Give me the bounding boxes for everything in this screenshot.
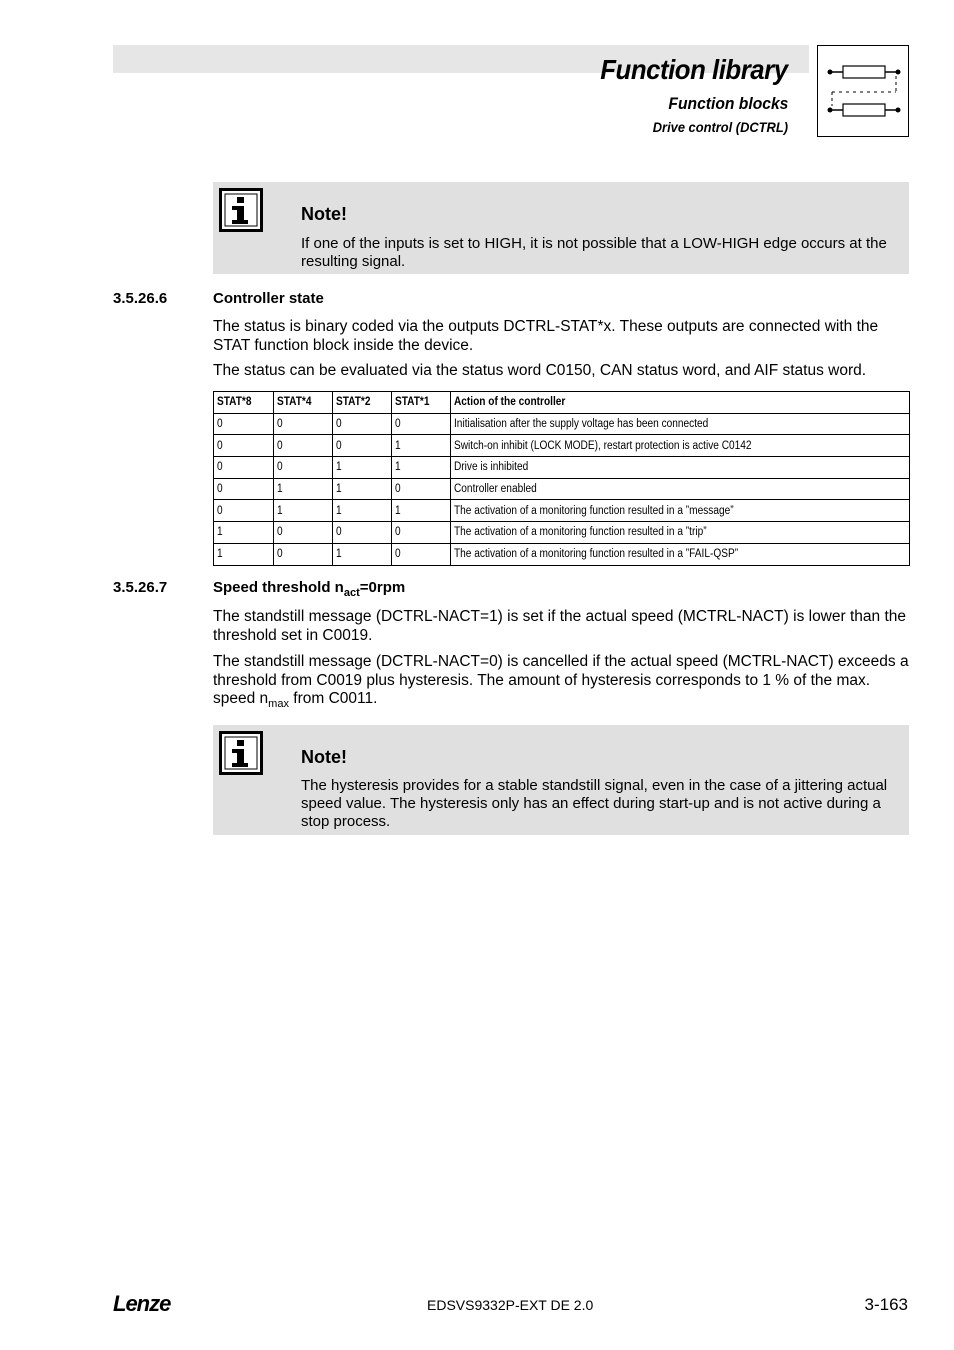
table-row bbox=[214, 478, 910, 500]
table-cell: 0 bbox=[392, 522, 451, 544]
section-number: 3.5.26.6 bbox=[113, 290, 168, 307]
table-cell: The activation of a monitoring function resulted in a ”FAIL-QSP” bbox=[451, 543, 910, 565]
paragraph: The status is binary coded via the outputs DCTRL-STAT*x. These outputs are connected with the STAT function block inside the device. bbox=[213, 318, 879, 354]
table-cell: 0 bbox=[214, 435, 274, 457]
table-row bbox=[214, 457, 910, 479]
table-cell: The activation of a monitoring function resulted in a ”message” bbox=[451, 500, 910, 522]
lenze-logo: Lenze bbox=[113, 1291, 171, 1316]
table-cell: 0 bbox=[392, 413, 451, 435]
note-title: Note! bbox=[301, 747, 347, 767]
document-id: EDSVS9332P-EXT DE 2.0 bbox=[427, 1297, 594, 1313]
table-cell: 1 bbox=[274, 478, 333, 500]
paragraph: The status can be evaluated via the status word C0150, CAN status word, and AIF status word. bbox=[213, 362, 867, 379]
section-number: 3.5.26.7 bbox=[113, 579, 168, 596]
table-header-cell: STAT*1 bbox=[392, 392, 451, 414]
note-text: The hysteresis provides for a stable standstill signal, even in the case of a jittering actual speed value. The hysteresis only has an effect during start-up and is not active during a stop process. bbox=[301, 777, 888, 830]
table-cell: 0 bbox=[214, 413, 274, 435]
table-row bbox=[214, 522, 910, 544]
table-cell: 1 bbox=[274, 500, 333, 522]
table-header-cell: STAT*2 bbox=[333, 392, 392, 414]
table-cell: 0 bbox=[333, 435, 392, 457]
table-cell: 0 bbox=[274, 457, 333, 479]
table-cell: Switch-on inhibit (LOCK MODE), restart protection is active C0142 bbox=[451, 435, 910, 457]
section-title: Controller state bbox=[213, 290, 324, 307]
section-title: Speed threshold $n_{act}=0rpm$ bbox=[213, 579, 406, 599]
table-cell: Controller enabled bbox=[451, 478, 910, 500]
table-cell: 1 bbox=[214, 522, 274, 544]
table-cell: 1 bbox=[333, 543, 392, 565]
table-header-cell: Action of the controller bbox=[451, 392, 910, 414]
table-cell: Initialisation after the supply voltage has been connected bbox=[451, 413, 910, 435]
circuit-diagram-icon bbox=[817, 45, 909, 137]
paragraph: The standstill message (DCTRL-NACT=0) is cancelled if the actual speed (MCTRL-NACT) exceeds a threshold from C0019 plus hysteresis. The amount of hysteresis corresponds to 1 % of the max. speed $n_{max}$ from C0011. bbox=[213, 653, 909, 711]
table-cell: 0 bbox=[392, 478, 451, 500]
table-cell: Drive is inhibited bbox=[451, 457, 910, 479]
table-cell: 1 bbox=[392, 435, 451, 457]
table-cell: 1 bbox=[214, 543, 274, 565]
table-row bbox=[214, 543, 910, 565]
table-cell: 0 bbox=[214, 478, 274, 500]
note-box-2 bbox=[213, 725, 909, 835]
table-cell: 0 bbox=[214, 500, 274, 522]
table-cell: 0 bbox=[274, 543, 333, 565]
table-cell: 0 bbox=[274, 413, 333, 435]
table-cell: 0 bbox=[274, 435, 333, 457]
table-cell: 0 bbox=[214, 457, 274, 479]
table-cell: 0 bbox=[333, 413, 392, 435]
table-header-cell: STAT*4 bbox=[274, 392, 333, 414]
table-row bbox=[214, 500, 910, 522]
table-cell: 1 bbox=[392, 457, 451, 479]
table-row bbox=[214, 435, 910, 457]
page-title: Function library bbox=[600, 54, 788, 85]
note-box-1 bbox=[213, 182, 909, 274]
table-row bbox=[214, 413, 910, 435]
table-cell: The activation of a monitoring function resulted in a ”trip” bbox=[451, 522, 910, 544]
info-icon bbox=[219, 188, 263, 232]
table-header-row bbox=[214, 392, 910, 414]
note-title: Note! bbox=[301, 204, 347, 224]
page-subsubtitle: Drive control (DCTRL) bbox=[652, 119, 788, 135]
table-cell: 0 bbox=[392, 543, 451, 565]
table-cell: 1 bbox=[392, 500, 451, 522]
note-text: If one of the inputs is set to HIGH, it is not possible that a LOW-HIGH edge occurs at the resulting signal. bbox=[301, 235, 887, 270]
table-cell: 1 bbox=[333, 478, 392, 500]
table-cell: 0 bbox=[274, 522, 333, 544]
info-icon bbox=[219, 731, 263, 775]
table-header-cell: STAT*8 bbox=[214, 392, 274, 414]
page-subtitle: Function blocks bbox=[668, 94, 788, 113]
table-cell: 1 bbox=[333, 500, 392, 522]
page-number: 3-163 bbox=[864, 1295, 908, 1314]
table-cell: 0 bbox=[333, 522, 392, 544]
table-cell: 1 bbox=[333, 457, 392, 479]
paragraph: The standstill message (DCTRL-NACT=1) is set if the actual speed (MCTRL-NACT) is lower than the threshold set in C0019. bbox=[213, 608, 906, 644]
controller-state-table bbox=[213, 391, 910, 566]
